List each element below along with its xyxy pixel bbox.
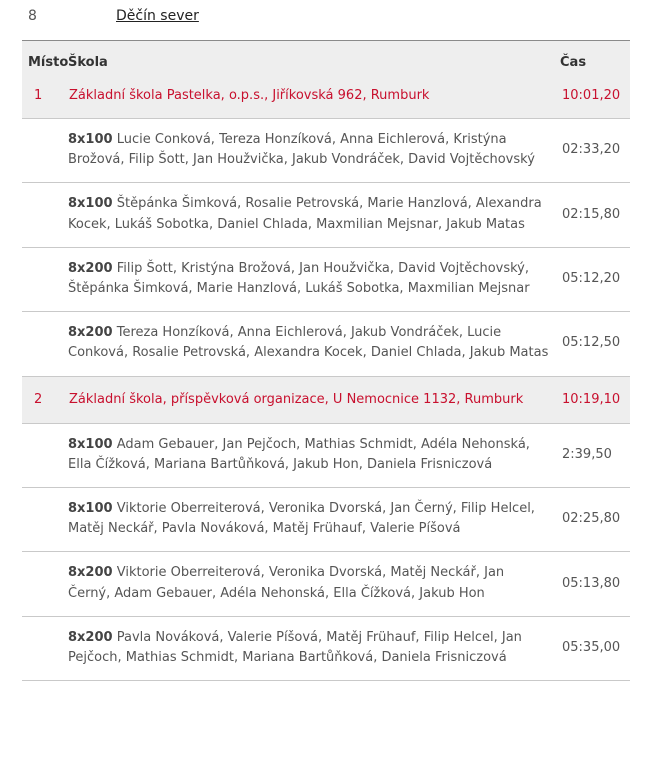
relay-distance: 8x100 — [68, 132, 113, 147]
relay-distance: 8x200 — [68, 260, 113, 276]
relay-row — [22, 488, 630, 552]
relay-row — [22, 119, 630, 183]
relay-members-cell — [68, 552, 558, 616]
city-link[interactable]: Děčín sever — [116, 8, 199, 24]
relay-members: Adam Gebauer, Jan Pejčoch, Mathias Schmidt, Adéla Nehonská, Ella Čížková, Mariana Bartůňková, Jakub Hon, Daniela Frisniczová — [68, 436, 530, 472]
relay-time: 05:12,50 — [558, 312, 630, 376]
relay-place-empty — [22, 119, 68, 183]
relay-time: 05:12,20 — [558, 247, 630, 311]
school-name: Základní škola, příspěvková organizace, U Nemocnice 1132, Rumburk — [68, 376, 558, 423]
school-time: 10:01,20 — [558, 72, 630, 119]
relay-members-cell — [68, 488, 558, 552]
table-header-row — [22, 41, 630, 72]
school-place: 2 — [22, 376, 68, 423]
relay-members-cell — [68, 247, 558, 311]
school-place: 1 — [22, 72, 68, 119]
header-school: Škola — [68, 41, 558, 72]
relay-row — [22, 552, 630, 616]
school-name: Základní škola Pastelka, o.p.s., Jiříkovská 962, Rumburk — [68, 72, 558, 119]
relay-members: Pavla Nováková, Valerie Píšová, Matěj Frühauf, Filip Helcel, Jan Pejčoch, Mathias Schmidt, Mariana Bartůňková, Daniela Frisniczová — [68, 629, 522, 666]
row-number: 8 — [28, 8, 37, 24]
relay-row — [22, 423, 630, 487]
relay-members: Viktorie Oberreiterová, Veronika Dvorská, Matěj Neckář, Jan Černý, Adam Gebauer, Adéla Nehonská, Ella Čížková, Jakub Hon — [68, 565, 505, 601]
relay-members: Lucie Conková, Tereza Honzíková, Anna Eichlerová, Kristýna Brožová, Filip Šott, Jan Houžvička, Jakub Vondráček, David Vojtěchovský — [68, 132, 535, 168]
relay-members-cell — [68, 423, 558, 487]
relay-time: 02:33,20 — [558, 119, 630, 183]
relay-place-empty — [22, 247, 68, 311]
relay-row — [22, 616, 630, 680]
relay-members-cell — [68, 183, 558, 247]
relay-members-cell — [68, 119, 558, 183]
relay-time: 05:35,00 — [558, 616, 630, 680]
relay-place-empty — [22, 423, 68, 487]
relay-members: Tereza Honzíková, Anna Eichlerová, Jakub Vondráček, Lucie Conková, Rosalie Petrovská, Alexandra Kocek, Daniel Chlada, Jakub Matas — [68, 325, 549, 361]
relay-row — [22, 183, 630, 247]
relay-place-empty — [22, 312, 68, 376]
relay-members: Viktorie Oberreiterová, Veronika Dvorská, Jan Černý, Filip Helcel, Matěj Neckář, Pavla Nováková, Matěj Frühauf, Valerie Píšová — [68, 501, 535, 537]
relay-members: Filip Šott, Kristýna Brožová, Jan Houžvička, David Vojtěchovský, Štěpánka Šimková, Marie Hanzlová, Lukáš Sobotka, Maxmilian Mejsnar — [68, 260, 530, 297]
relay-distance: 8x200 — [68, 325, 113, 341]
relay-place-empty — [22, 616, 68, 680]
results-table-container — [22, 40, 630, 681]
relay-distance: 8x100 — [68, 436, 113, 452]
results-table — [22, 41, 630, 681]
relay-place-empty — [22, 183, 68, 247]
relay-time: 02:15,80 — [558, 183, 630, 247]
relay-row — [22, 247, 630, 311]
relay-time: 02:25,80 — [558, 488, 630, 552]
relay-distance: 8x100 — [68, 501, 113, 517]
school-row — [22, 72, 630, 119]
header-time: Čas — [558, 41, 630, 72]
relay-members-cell — [68, 312, 558, 376]
relay-time: 2:39,50 — [558, 423, 630, 487]
relay-distance: 8x200 — [68, 629, 113, 645]
relay-time: 05:13,80 — [558, 552, 630, 616]
relay-place-empty — [22, 552, 68, 616]
relay-members: Štěpánka Šimková, Rosalie Petrovská, Marie Hanzlová, Alexandra Kocek, Lukáš Sobotka, Daniel Chlada, Maxmilian Mejsnar, Jakub Matas — [68, 196, 542, 232]
results-body — [22, 72, 630, 681]
header-place: Místo — [22, 41, 68, 72]
relay-distance: 8x100 — [68, 196, 113, 212]
previous-result-row — [28, 8, 647, 28]
relay-members-cell — [68, 616, 558, 680]
school-row — [22, 376, 630, 423]
relay-place-empty — [22, 488, 68, 552]
school-time: 10:19,10 — [558, 376, 630, 423]
relay-row — [22, 312, 630, 376]
relay-distance: 8x200 — [68, 565, 113, 581]
